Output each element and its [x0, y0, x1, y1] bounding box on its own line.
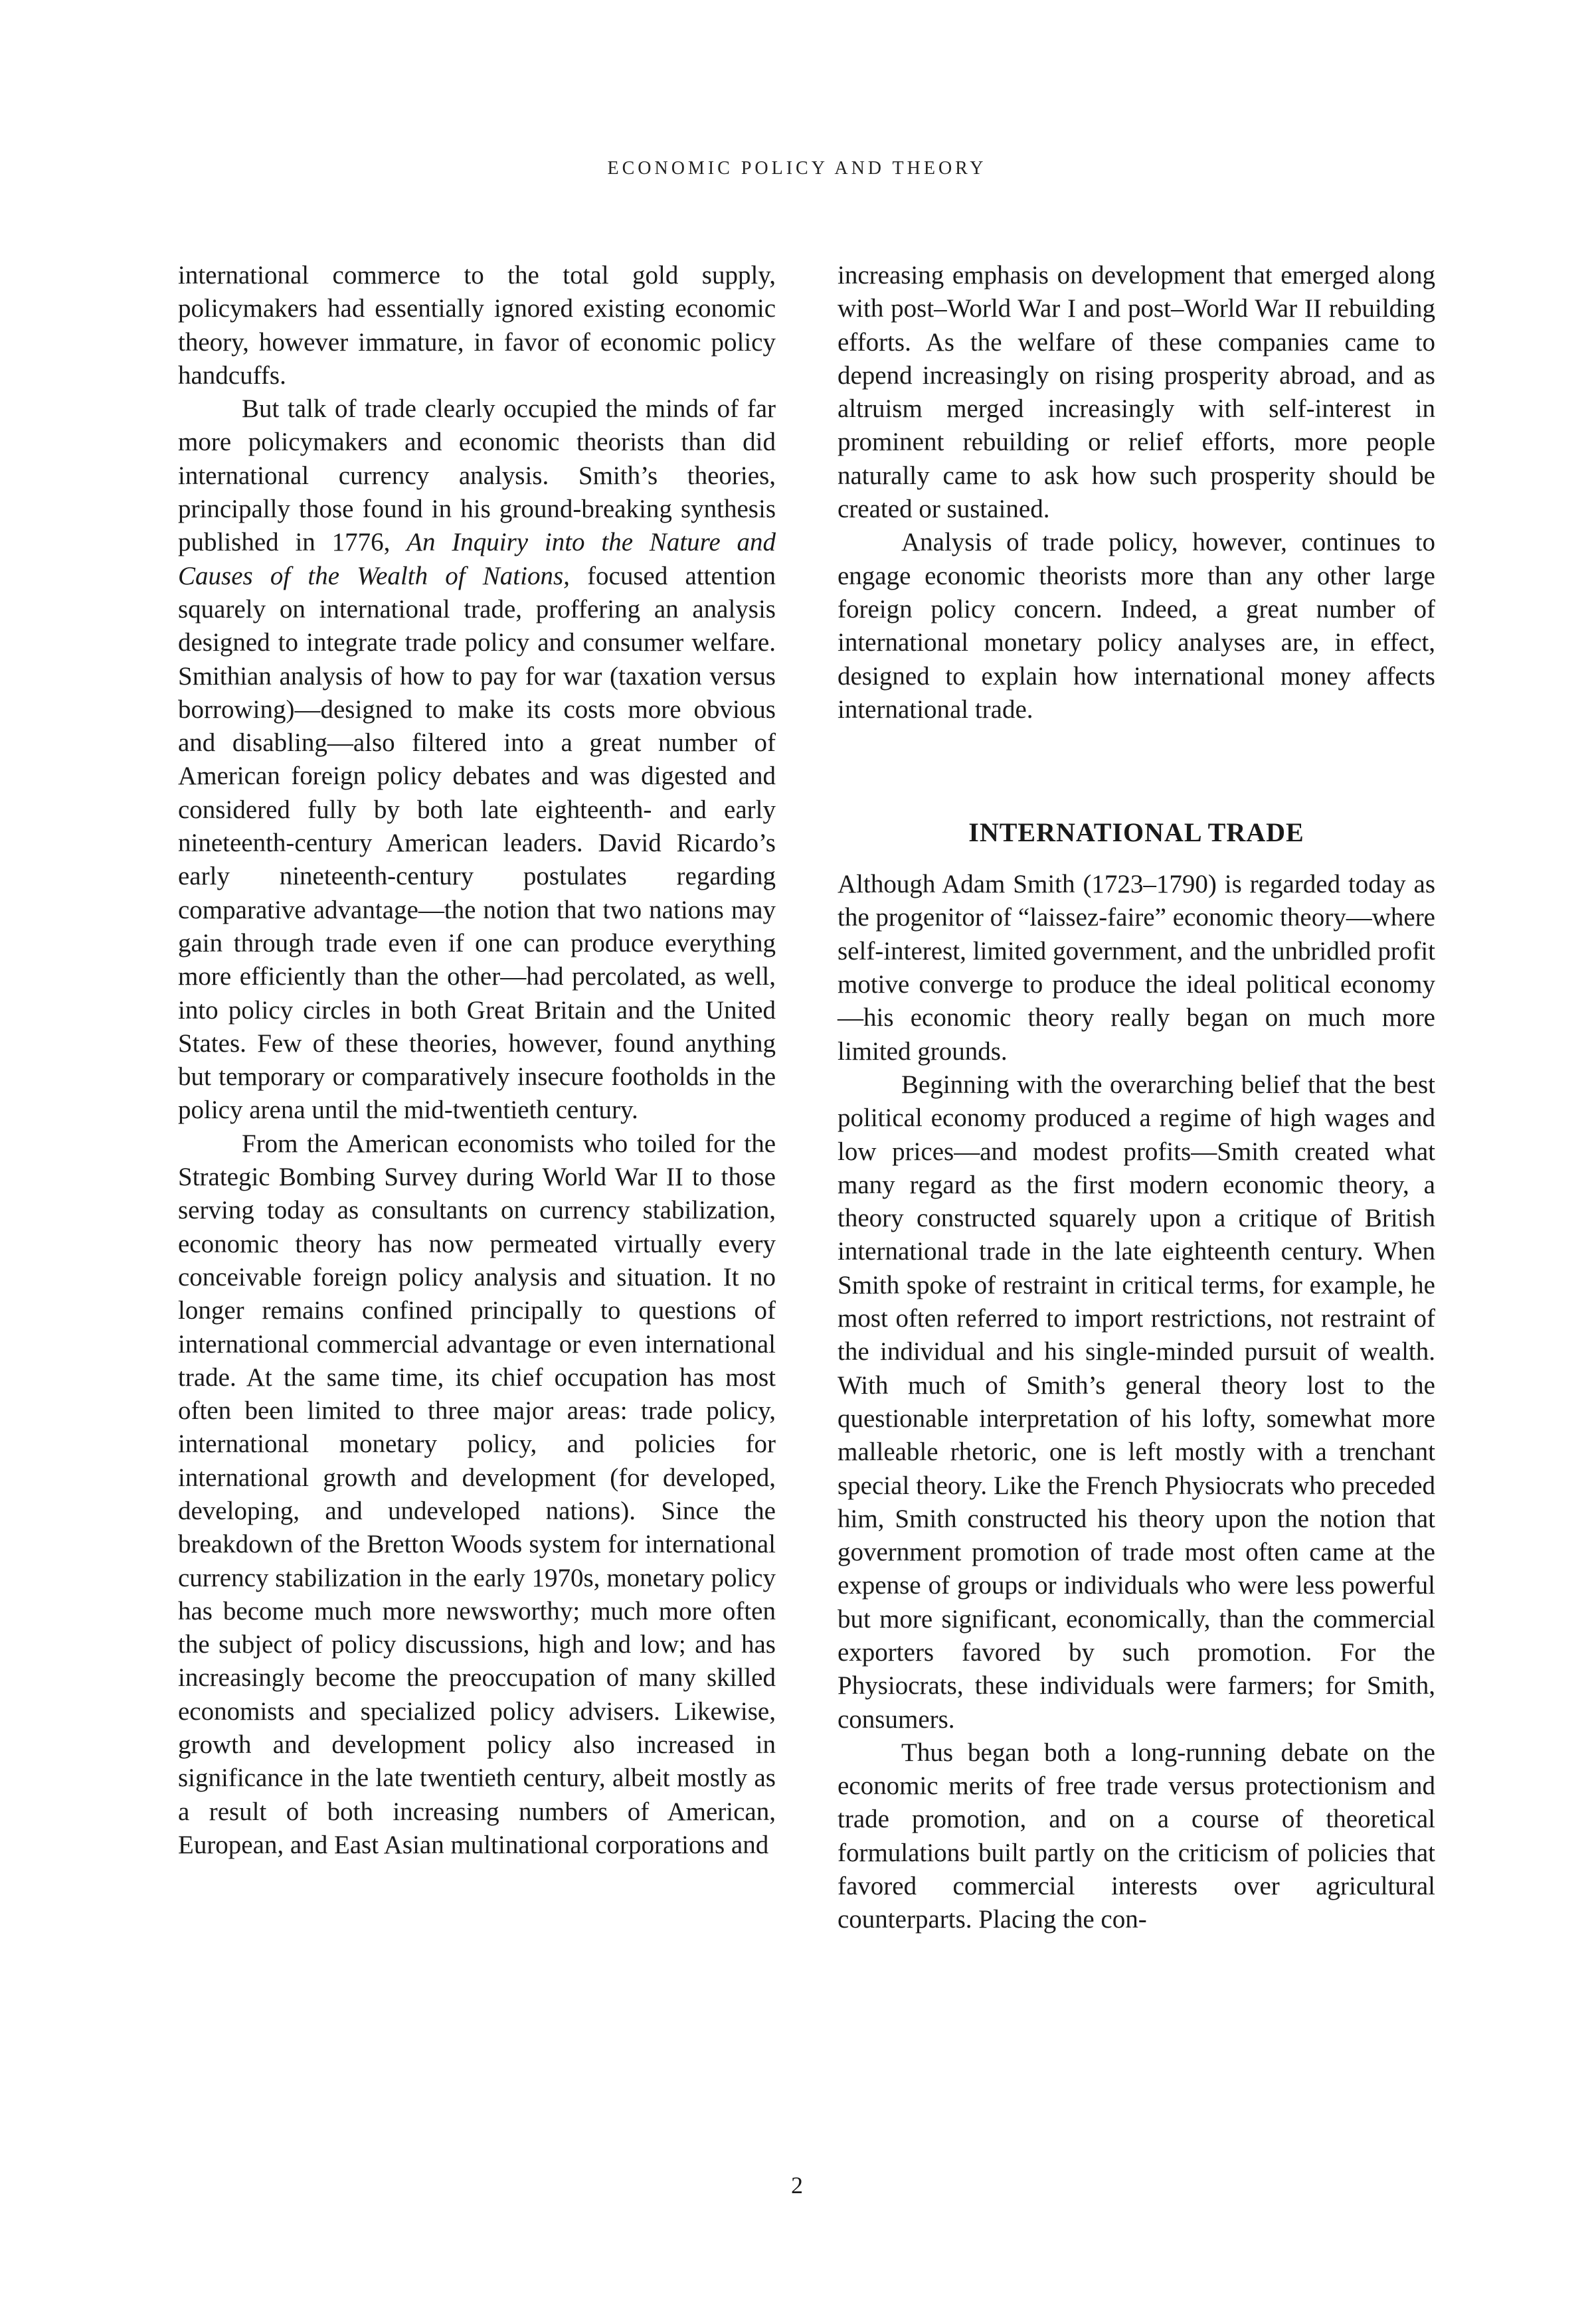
paragraph: Analysis of trade policy, however, continues to engage economic theorists more than any other large foreign policy concern. Indeed, a great number of international monetary policy analyses are, in effect, designed to explain how international money affects international trade.: [838, 528, 1435, 724]
section-heading: INTERNATIONAL TRADE: [968, 817, 1304, 848]
page-number: 2: [791, 2172, 803, 2199]
right-column: [838, 259, 1435, 1937]
paragraph: From the American economists who toiled for the Strategic Bombing Survey during World War II to those serving today as consultants on currency stabilization, economic theory has now permeated virtually every conceivable foreign policy analysis and situation. It no longer remains confined principally to questions of international commercial advantage or even international trade. At the same time, its chief occupation has most often been limited to three major areas: trade policy, international monetary policy, and policies for international growth and development (for developed, developing, and undeveloped nations). Since the breakdown of the Bretton Woods system for international currency stabilization in the early 1970s, monetary policy has become much more newsworthy; much more often the subject of policy discussions, high and low; and has increasingly become the preoccupation of many skilled economists and specialized policy advisers. Likewise, growth and development policy also increased in significance in the late twentieth century, albeit mostly as a result of both increasing numbers of American, European, and East Asian multinational corporations and: [178, 1129, 776, 1859]
running-head: ECONOMIC POLICY AND THEORY: [607, 158, 987, 179]
paragraph-text: focused attention squarely on international trade, proffering an analysis designed to integrate trade policy and consumer welfare. Smithian analysis of how to pay for war (taxation versus borrowing)—designed to make its costs more obvious and disabling—also filtered into a great number of American foreign policy debates and was digested and considered fully by both late eighteenth- and early nineteenth-century American leaders. David Ricardo’s early nineteenth-century postulates regarding comparative advantage—the notion that two nations may gain through trade even if one can produce everything more efficiently than the other—had percolated, as well, into policy circles in both Great Britain and the United States. Few of these theories, however, found anything but temporary or comparatively insecure footholds in the policy arena until the mid-twentieth century.: [178, 561, 776, 1125]
paragraph: international commerce to the total gold supply, policymakers had essentially ignored existing economic theory, however immature, in favor of economic policy handcuffs.: [178, 261, 776, 390]
paragraph: Beginning with the overarching belief that the best political economy produced a regime of high wages and low prices—and modest profits—Smith created what many regard as the first modern economic theory, a theory constructed squarely upon a critique of British international trade in the late eighteenth century. When Smith spoke of restraint in critical terms, for example, he most often referred to import restrictions, not restraint of the individual and his single-minded pursuit of wealth. With much of Smith’s general theory lost to the questionable interpretation of his lofty, somewhat more malleable rhetoric, one is left mostly with a trenchant special theory. Like the French Physiocrats who preceded him, Smith constructed his theory upon the notion that government promotion of trade most often came at the expense of groups or individuals who were less powerful but more significant, economically, than the commercial exporters favored by such promotion. For the Physiocrats, these individuals were farmers; for Smith, consumers.: [838, 1070, 1435, 1734]
paragraph-text: But talk of trade clearly occupied the minds of far more policymakers and economic theorists than did international currency analysis. Smith’s theories, principally those found in his ground-breaking synthesis published in 1776,: [178, 394, 776, 557]
paragraph: increasing emphasis on development that emerged along with post–World War I and post–World War II rebuilding efforts. As the welfare of these companies came to depend increasingly on rising prosperity abroad, and as altruism merged increasingly with self-interest in prominent rebuilding or relief efforts, more people naturally came to ask how such prosperity should be created or sustained.: [838, 261, 1435, 524]
paragraph: Although Adam Smith (1723–1790) is regarded today as the progenitor of “laissez-faire” economic theory—where self-interest, limited government, and the unbridled profit motive converge to produce the ideal political economy—his economic theory really began on much more limited grounds.: [838, 870, 1435, 1066]
paragraph: Thus began both a long-running debate on the economic merits of free trade versus protectionism and trade promotion, and on a course of theoretical formulations built partly on the criticism of policies that favored commercial interests over agricultural counterparts. Placing the con-: [838, 1738, 1435, 1934]
left-column: [178, 259, 776, 1862]
book-title: An Inquiry into the Nature and Causes of the Wealth of Nations,: [178, 528, 776, 590]
paragraph: [178, 392, 776, 1127]
